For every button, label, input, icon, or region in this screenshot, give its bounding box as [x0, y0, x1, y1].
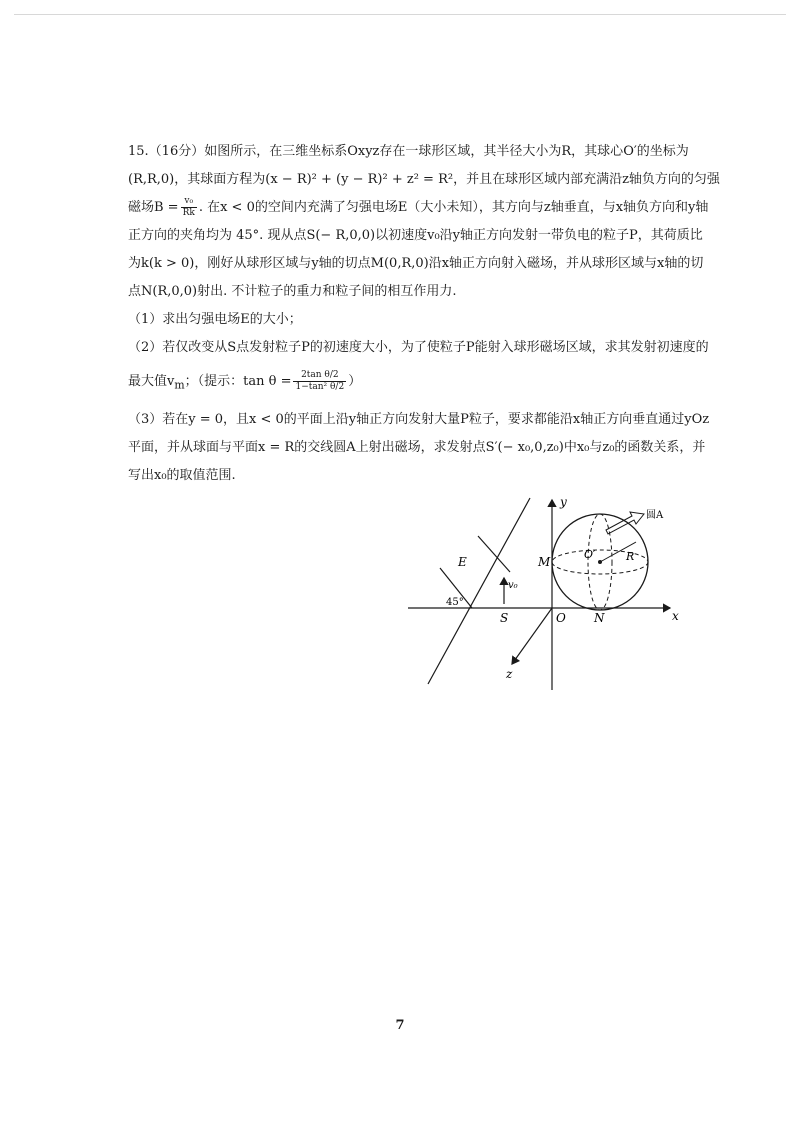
- magnetic-field-fraction: [181, 196, 197, 219]
- text-segment: ）: [348, 374, 362, 389]
- z-axis: [512, 608, 552, 664]
- text-segment: ；（提示：tan θ =: [184, 374, 292, 389]
- field-line: [428, 498, 530, 684]
- question-line: （3）若在y = 0，且x < 0的平面上沿y轴正方向发射大量P粒子，要求都能沿x轴正方向垂直通过yOz: [128, 411, 710, 427]
- angle-label: 45°: [446, 597, 464, 608]
- subscript: m: [174, 378, 185, 392]
- question-line: 平面，并从球面与平面x = R的交线圆A上射出磁场，求发射点S′(− x₀,0,z₀)中x₀与z₀的函数关系，并: [128, 439, 706, 455]
- problem-line: (R,R,0)，其球面方程为(x − R)² + (y − R)² + z² = R²，并且在球形区域内部充满沿z轴负方向的匀强: [128, 172, 720, 187]
- problem-content: [128, 138, 720, 490]
- question-line: 写出x₀的取值范围.: [128, 467, 236, 483]
- fraction-denominator: Rk: [182, 208, 195, 218]
- page-top-edge: [14, 14, 786, 15]
- point-m-label: M: [538, 555, 551, 569]
- fraction-numerator: v₀: [181, 196, 197, 208]
- origin-label: O: [556, 611, 566, 625]
- z-axis-label: z: [506, 667, 513, 681]
- text-segment: . 在x < 0的空间内充满了匀强电场E（大小未知），其方向与z轴垂直，与x轴负方向和y轴: [198, 200, 709, 215]
- y-axis-label: y: [560, 495, 567, 509]
- question-line: （2）若仅改变从S点发射粒子P的初速度大小，为了使粒子P能射入球形磁场区域，求其发射初速度的: [128, 340, 709, 355]
- problem-line: 15.（16分）如图所示，在三维坐标系Oxyz存在一球形区域，其半径大小为R，其球心O′的坐标为: [128, 144, 689, 159]
- question-part-1: [128, 306, 688, 334]
- text-segment: 磁场B =: [128, 200, 179, 215]
- problem-line: 正方向的夹角均为 45°. 现从点S(− R,0,0)以初速度v₀沿y轴正方向发射一带负电的粒子P，其荷质比: [128, 228, 703, 243]
- field-line: [478, 536, 510, 572]
- hint-fraction: [293, 370, 346, 393]
- velocity-label: v₀: [508, 580, 518, 591]
- sphere-center-label: O′: [584, 548, 596, 561]
- physics-diagram: [400, 494, 690, 694]
- point-s-label: S: [500, 611, 509, 625]
- problem-line: [128, 194, 709, 222]
- diagram-svg: [400, 494, 690, 694]
- question-line: [128, 362, 688, 406]
- circle-a-label: 圆A: [646, 510, 664, 521]
- field-e-label: E: [458, 555, 467, 569]
- fraction-numerator: 2tan θ/2: [293, 370, 346, 382]
- radius-label: R: [626, 550, 635, 563]
- point-n-label: N: [594, 611, 605, 625]
- question-part-3: [128, 406, 710, 490]
- problem-line: 点N(R,0,0)射出. 不计粒子的重力和粒子间的相互作用力.: [128, 284, 457, 299]
- question-part-2: [128, 334, 709, 406]
- page-number: 7: [395, 1018, 405, 1033]
- x-axis-label: x: [672, 609, 679, 623]
- question-line: （1）求出匀强电场E的大小；: [128, 312, 302, 327]
- problem-line: 为k(k > 0)，刚好从球形区域与y轴的切点M(0,R,0)沿x轴正方向射入磁场，并从球形区域与x轴的切: [128, 256, 704, 271]
- problem-statement: [128, 138, 720, 306]
- text-segment: 最大值v: [128, 374, 175, 389]
- fraction-denominator: 1−tan² θ/2: [295, 382, 345, 392]
